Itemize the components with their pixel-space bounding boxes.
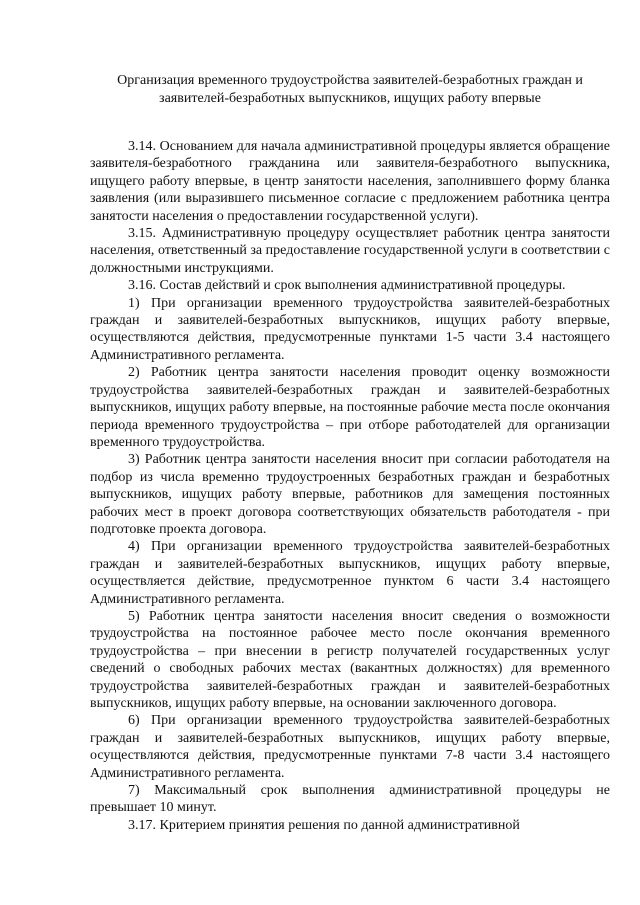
paragraph-item-6: 6) При организации временного трудоустройства заявителей-безработных граждан и заявителей-безработных выпускников, ищущих работу впервые, осуществляются действия, предусмотренные пунктами 7-8 части 3.4 настоящего Административного регламента.	[90, 713, 610, 781]
paragraph-3-14: 3.14. Основанием для начала административной процедуры является обращение заявителя-безработного гражданина или заявителя-безработного выпускника, ищущего работу впервые, в центр занятости населения, заполнившего форму бланка заявления (или выразившего письменное согласие с предложением работника центра занятости населения о предоставлении государственной услуги).	[90, 139, 610, 224]
paragraph-3-16: 3.16. Состав действий и срок выполнения административной процедуры.	[128, 278, 566, 294]
document-title	[90, 72, 610, 108]
paragraph-3-17: 3.17. Критерием принятия решения по данной административной	[128, 817, 520, 833]
paragraph-item-7: 7) Максимальный срок выполнения административной процедуры не превышает 10 минут.	[90, 783, 610, 816]
paragraph-3-15: 3.15. Административную процедуру осуществляет работник центра занятости населения, ответственный за предоставление государственной услуги в соответствии с должностными инструкциями.	[90, 226, 610, 276]
paragraph-item-2: 2) Работник центра занятости населения проводит оценку возможности трудоустройства заявителей-безработных граждан и заявителей-безработных выпускников, ищущих работу впервые, на постоянные рабочие места после окончания периода временного трудоустройства – при отборе работодателей для организации временного трудоустройства.	[90, 365, 610, 450]
paragraph-item-3: 3) Работник центра занятости населения вносит при согласии работодателя на подбор из числа временно трудоустроенных безработных граждан и безработных выпускников, ищущих работу впервые, работников для замещения постоянных рабочих мест в проект договора соответствующих обязательств работодателя - при подготовке проекта договора.	[90, 452, 610, 537]
paragraph-item-1: 1) При организации временного трудоустройства заявителей-безработных граждан и заявителей-безработных выпускников, ищущих работу впервые, осуществляются действия, предусмотренные пунктами 1-5 части 3.4 настоящего Административного регламента.	[90, 295, 610, 363]
title-line-2: заявителей-безработных выпускников, ищущих работу впервые	[159, 91, 541, 106]
title-line-1: Организация временного трудоустройства заявителей-безработных граждан и	[117, 73, 583, 88]
paragraph-item-5: 5) Работник центра занятости населения вносит сведения о возможности трудоустройства на постоянное рабочее место после окончания временного трудоустройства – при внесении в регистр получателей государственных услуг сведений о свободных рабочих местах (вакантных должностях) для временного трудоустройства заявителей-безработных граждан и заявителей-безработных выпускников, ищущих работу впервые, на основании заключенного договора.	[90, 608, 610, 711]
document-page	[90, 72, 610, 834]
paragraph-item-4: 4) При организации временного трудоустройства заявителей-безработных граждан и заявителей-безработных выпускников, ищущих работу впервые, осуществляется действие, предусмотренное пунктом 6 части 3.4 настоящего Административного регламента.	[90, 539, 610, 607]
